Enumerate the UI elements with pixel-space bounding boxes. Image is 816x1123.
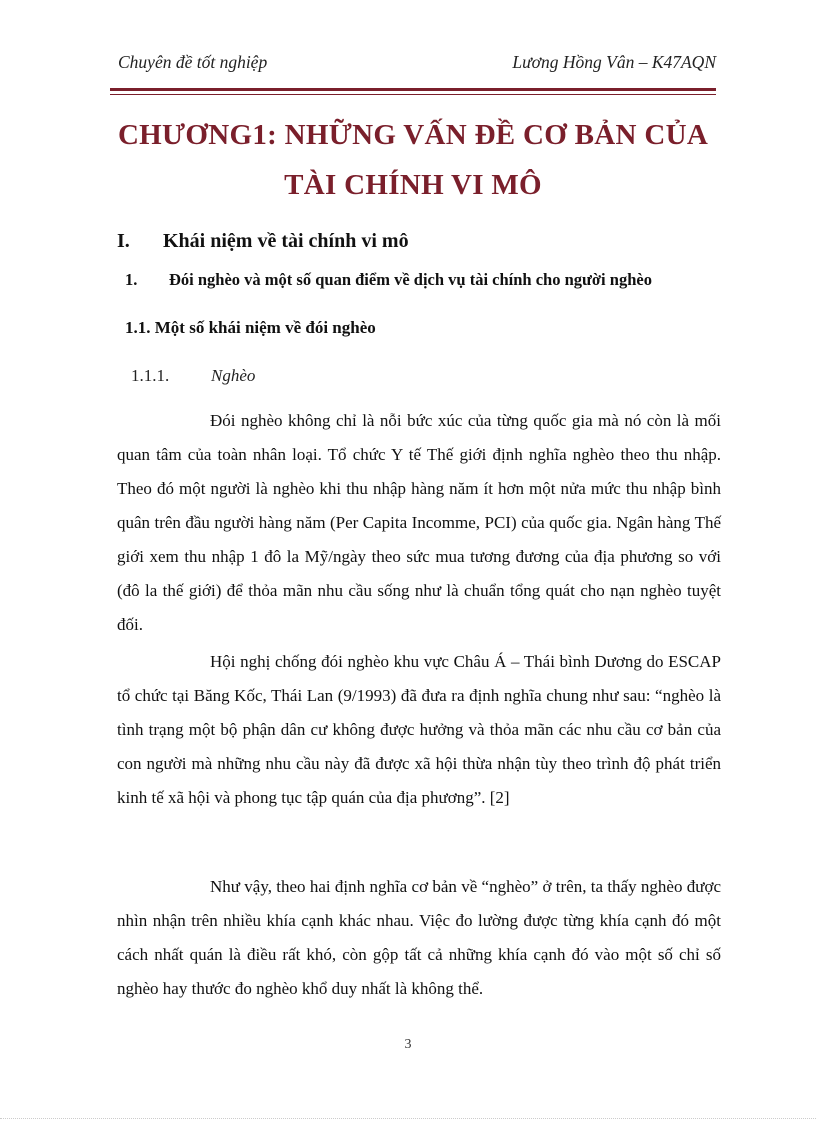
chapter-title bbox=[110, 110, 716, 210]
header-rule-thick bbox=[110, 88, 716, 91]
section-heading bbox=[117, 230, 409, 253]
subsubsection-heading: 1.1. Một số khái niệm về đói nghèo bbox=[125, 318, 376, 337]
item-number: 1.1.1. bbox=[131, 366, 170, 385]
header-rule-thin bbox=[110, 94, 716, 95]
paragraph-text: Đói nghèo không chỉ là nỗi bức xúc của từng quốc gia mà nó còn là mối quan tâm của toàn nhân loại. Tổ chức Y tế Thế giới định nghĩa nghèo theo thu nhập. Theo đó một người là nghèo khi thu nhập hàng năm ít hơn một nửa mức thu nhập bình quân trên đầu người hàng năm (Per Capita Incomme, PCI) của quốc gia. Ngân hàng Thế giới xem thu nhập 1 đô la Mỹ/ngày theo sức mua tương đương của địa phương so với (đô la thế giới) để thỏa mãn nhu cầu sống như là chuẩn tổng quát cho nạn nghèo tuyệt đối. bbox=[117, 411, 721, 634]
paragraph-2 bbox=[117, 645, 721, 815]
chapter-title-line-1: CHƯƠNG1: NHỮNG VẤN ĐỀ CƠ BẢN CỦA bbox=[117, 119, 709, 151]
chapter-title-line-2: TÀI CHÍNH VI MÔ bbox=[284, 169, 542, 201]
paragraph-text: Hội nghị chống đói nghèo khu vực Châu Á – Thái bình Dương do ESCAP tổ chức tại Băng Kốc, Thái Lan (9/1993) đã đưa ra định nghĩa chung như sau: “nghèo là tình trạng một bộ phận dân cư không được hưởng và thỏa mãn các nhu cầu cơ bản của con người mà những nhu cầu này đã được xã hội thừa nhận tùy theo trình độ phát triển kinh tế xã hội và phong tục tập quán của địa phương”. [2] bbox=[117, 652, 721, 807]
page-bottom-edge bbox=[0, 1118, 816, 1119]
header-document-type: Chuyên đề tốt nghiệp bbox=[118, 52, 268, 72]
subsection-number: 1. bbox=[125, 270, 138, 289]
section-number: I. bbox=[117, 230, 130, 252]
paragraph-1 bbox=[117, 404, 721, 642]
subsection-heading bbox=[125, 270, 652, 290]
section-title: Khái niệm về tài chính vi mô bbox=[163, 230, 409, 252]
paragraph-3 bbox=[117, 870, 721, 1006]
item-title: Nghèo bbox=[211, 366, 256, 385]
item-heading bbox=[131, 366, 255, 386]
page-header bbox=[110, 52, 716, 78]
page-number: 3 bbox=[404, 1037, 412, 1052]
subsection-title: Đói nghèo và một số quan điểm về dịch vụ tài chính cho người nghèo bbox=[169, 270, 652, 289]
header-author: Lương Hồng Vân – K47AQN bbox=[512, 52, 716, 72]
paragraph-text: Như vậy, theo hai định nghĩa cơ bản về “nghèo” ở trên, ta thấy nghèo được nhìn nhận trên nhiều khía cạnh khác nhau. Việc đo lường được từng khía cạnh đó một cách nhất quán là điều rất khó, còn gộp tất cả những khía cạnh đó vào một số chỉ số nghèo hay thước đo nghèo khổ duy nhất là không thể. bbox=[117, 877, 721, 998]
